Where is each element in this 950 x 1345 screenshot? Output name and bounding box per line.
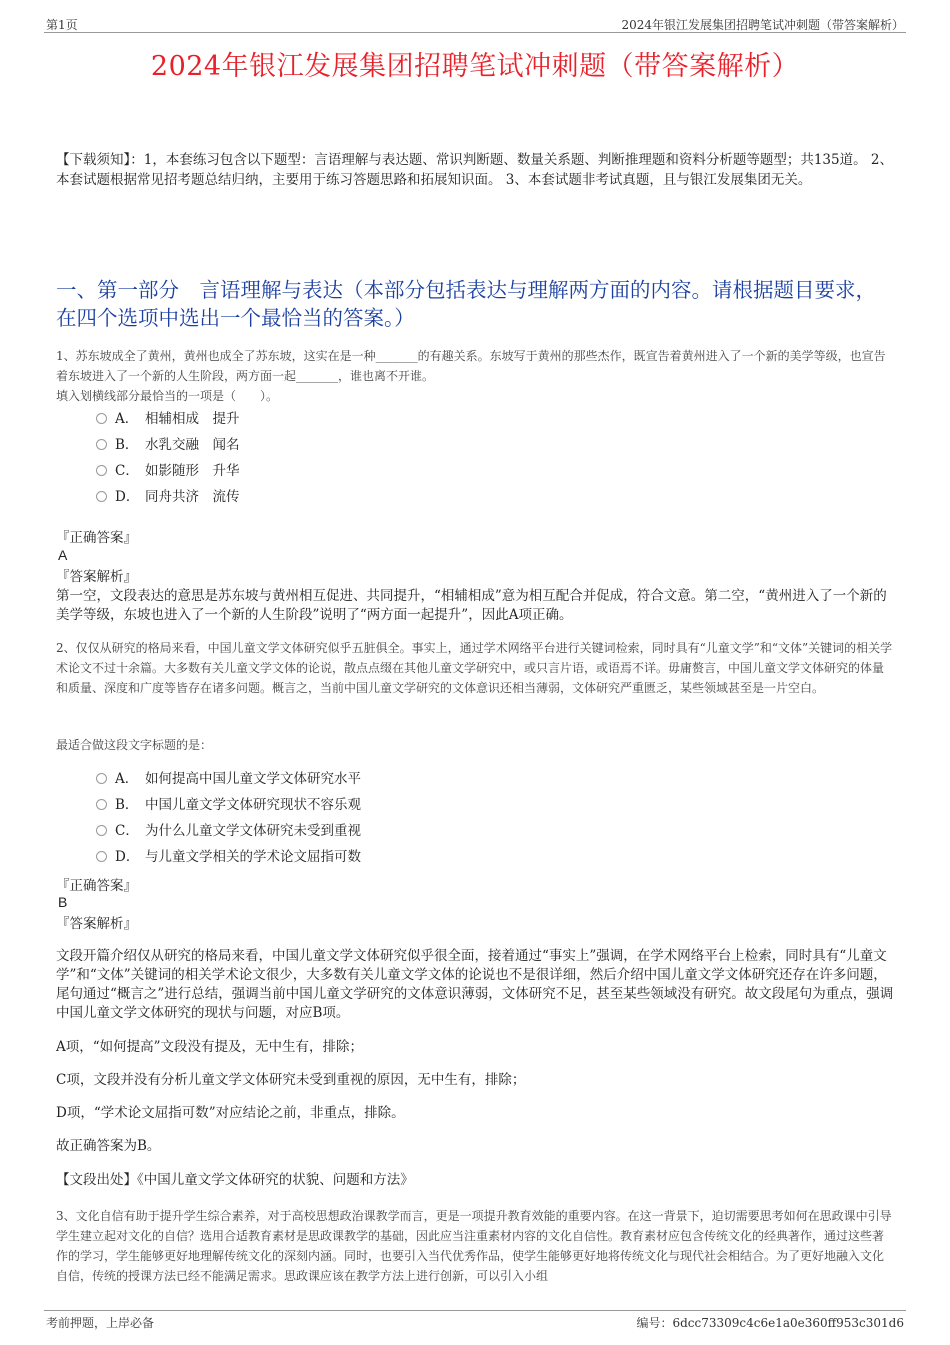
- page-number: 第1页: [46, 18, 78, 32]
- question-2-answer-label: 『正确答案』: [56, 878, 137, 894]
- radio-icon[interactable]: [96, 773, 107, 784]
- page-title: 2024年银江发展集团招聘笔试冲刺题（带答案解析）: [150, 51, 800, 82]
- question-1-option-b[interactable]: B． 水乳交融 闻名: [96, 435, 240, 455]
- footer-slogan: 考前押题，上岸必备: [46, 1316, 155, 1330]
- question-2-analysis-label: 『答案解析』: [56, 916, 137, 932]
- page-footer: [44, 1310, 906, 1329]
- section-heading: 一、第一部分 言语理解与表达（本部分包括表达与理解两方面的内容。请根据题目要求，在四个选项中选出一个最恰当的答案。）: [56, 278, 876, 330]
- question-2-option-c[interactable]: C． 为什么儿童文学文体研究未受到重视: [96, 821, 361, 841]
- question-1-analysis-label: 『答案解析』: [56, 569, 137, 585]
- question-1-answer-label: 『正确答案』: [56, 530, 137, 546]
- radio-icon[interactable]: [96, 851, 107, 862]
- question-2-option-c-note: C项，文段并没有分析儿童文学文体研究未受到重视的原因，无中生有，排除；: [56, 1072, 526, 1088]
- question-1-prompt: 填入划横线部分最恰当的一项是（ ）。: [56, 389, 279, 403]
- question-2-text: 2、仅仅从研究的格局来看，中国儿童文学文体研究似乎五脏俱全。事实上，通过学术网络平台进行关键词检索，同时具有“儿童文学”和“文体”关键词的相关学术论文不过十余篇。大多数有关儿童文学文体的论说，散点点缀在其他儿童文学研究中，或只言片语，或语焉不详。毋庸赘言，中国儿童文学文体研究的体量和质量、深度和广度等皆存在诸多问题。概言之，当前中国儿童文学研究的文体意识还相当薄弱，文体研究严重匮乏，某些领域甚至是一片空白。: [56, 641, 893, 695]
- radio-icon[interactable]: [96, 413, 107, 424]
- question-1-text: 1、苏东坡成全了黄州，黄州也成全了苏东坡，这实在是一种_______的有趣关系。东坡写于黄州的那些杰作，既宣告着黄州进入了一个新的美学等级，也宣告着东坡进入了一个新的人生阶段，两方面一起_______，谁也离不开谁。: [56, 349, 886, 383]
- question-2-option-a[interactable]: A． 如何提高中国儿童文学文体研究水平: [96, 769, 361, 789]
- question-2-prompt: 最适合做这段文字标题的是：: [56, 738, 213, 752]
- question-1-option-c[interactable]: C． 如影随形 升华: [96, 461, 240, 481]
- header-doc-title: 2024年银江发展集团招聘笔试冲刺题（带答案解析）: [621, 18, 904, 32]
- radio-icon[interactable]: [96, 825, 107, 836]
- question-2-answer: B: [58, 894, 68, 910]
- radio-icon[interactable]: [96, 799, 107, 810]
- question-2-option-d[interactable]: D． 与儿童文学相关的学术论文屈指可数: [96, 847, 361, 867]
- question-2-source: 【文段出处】《中国儿童文学文体研究的状貌、问题和方法》: [56, 1172, 414, 1188]
- question-1-answer: A: [58, 547, 68, 563]
- footer-serial: 编号：6dcc73309c4c6e1a0e360ff953c301d6: [636, 1316, 904, 1330]
- question-2-analysis: 文段开篇介绍仅从研究的格局来看，中国儿童文学文体研究似乎很全面，接着通过“事实上”强调，在学术网络平台上检索，同时具有“儿童文学”和“文体”关键词的相关学术论文很少，大多数有关儿童文学文体的论说也不是很详细，然后介绍中国儿童文学文体研究还存在许多问题，尾句通过“概言之”进行总结，强调当前中国儿童文学研究的文体意识薄弱，文体研究不足，甚至某些领域没有研究。故文段尾句为重点，强调中国儿童文学文体研究的现状与问题，对应B项。: [56, 948, 894, 1021]
- question-2-option-d-note: D项，“学术论文屈指可数”对应结论之前，非重点，排除。: [56, 1105, 405, 1121]
- question-3-text: 3、文化自信有助于提升学生综合素养，对于高校思想政治课教学而言，更是一项提升教育效能的重要内容。在这一背景下，迫切需要思考如何在思政课中引导学生建立起对文化的自信？选用合适教育素材是思政课教学的基础，因此应当注重素材内容的文化自信性。教育素材应包含传统文化的经典著作，通过这些著作的学习，学生能够更好地理解传统文化的深刻内涵。同时，也要引入当代优秀作品，使学生能够更好地将传统文化与现代社会相结合。为了更好地融入文化自信，传统的授课方法已经不能满足需求。思政课应该在教学方法上进行创新，可以引入小组: [56, 1209, 892, 1283]
- question-2-option-b[interactable]: B． 中国儿童文学文体研究现状不容乐观: [96, 795, 361, 815]
- radio-icon[interactable]: [96, 439, 107, 450]
- question-2-conclusion: 故正确答案为B。: [56, 1138, 161, 1154]
- question-1-option-d[interactable]: D． 同舟共济 流传: [96, 487, 240, 507]
- download-notice: 【下载须知】：1，本套练习包含以下题型：言语理解与表达题、常识判断题、数量关系题、判断推理题和资料分析题等题型；共135道。 2、本套试题根据常见招考题总结归纳，主要用于练习答题思路和拓展知识面。 3、本套试题非考试真题，且与银江发展集团无关。: [56, 152, 893, 188]
- question-1-option-a[interactable]: A． 相辅相成 提升: [96, 409, 240, 429]
- question-1-analysis: 第一空，文段表达的意思是苏东坡与黄州相互促进、共同提升，“相辅相成”意为相互配合并促成，符合文意。第二空，“黄州进入了一个新的美学等级，东坡也进入了一个新的人生阶段”说明了“两方面一起提升”，因此A项正确。: [56, 588, 887, 623]
- radio-icon[interactable]: [96, 465, 107, 476]
- page-header: [44, 14, 906, 33]
- question-2-option-a-note: A项，“如何提高”文段没有提及，无中生有，排除；: [56, 1039, 364, 1055]
- radio-icon[interactable]: [96, 491, 107, 502]
